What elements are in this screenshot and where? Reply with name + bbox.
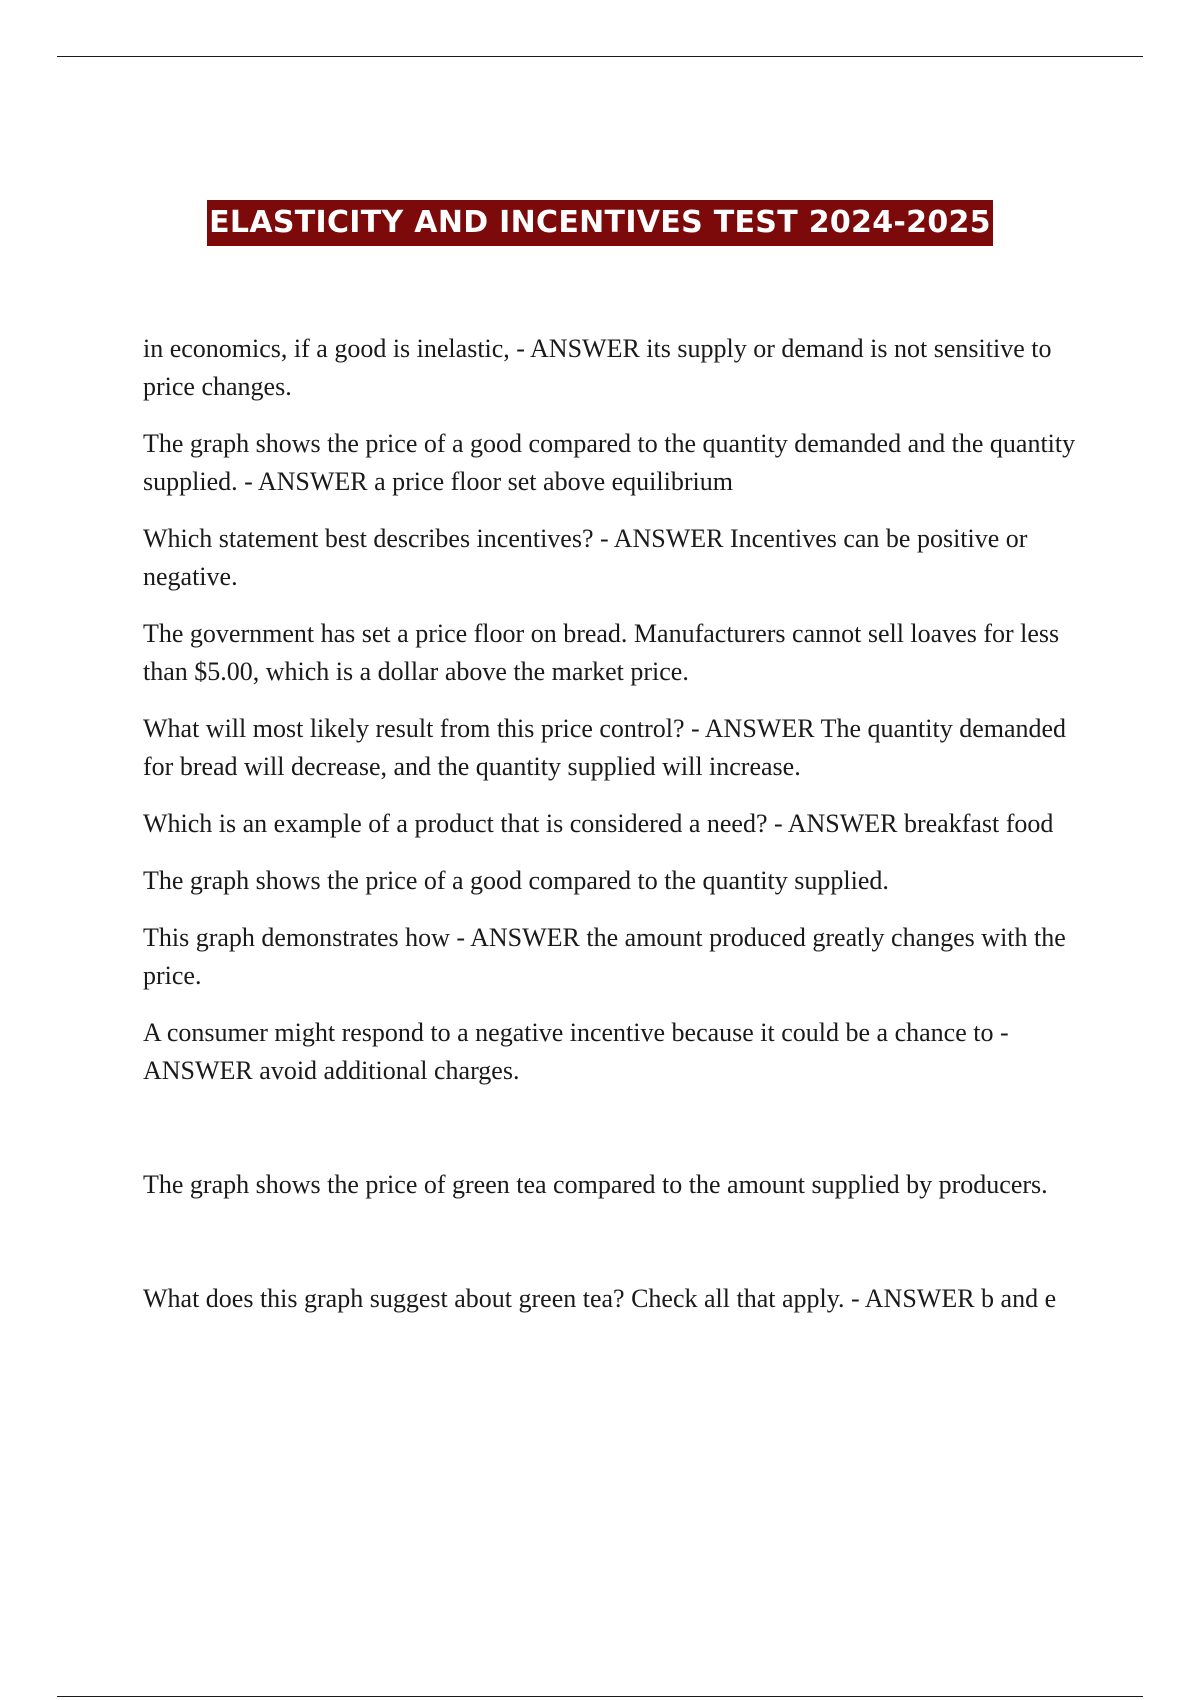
- paragraph: Which statement best describes incentives? - ANSWER Incentives can be positive or negative.: [143, 524, 1028, 591]
- paragraph: This graph demonstrates how - ANSWER the amount produced greatly changes with the price.: [143, 923, 1066, 990]
- paragraph: What will most likely result from this price control? - ANSWER The quantity demanded for bread will decrease, and the quantity supplied will increase.: [143, 714, 1067, 781]
- title-container: [0, 200, 1200, 246]
- document-title: ELASTICITY AND INCENTIVES TEST 2024-2025: [207, 200, 993, 246]
- paragraph: The government has set a price floor on bread. Manufacturers cannot sell loaves for less than $5.00, which is a dollar above the market price.: [143, 619, 1060, 686]
- paragraph: The graph shows the price of green tea compared to the amount supplied by producers.: [143, 1170, 1048, 1199]
- paragraph: Which is an example of a product that is considered a need? - ANSWER breakfast food: [143, 809, 1054, 838]
- top-rule: [57, 56, 1143, 57]
- paragraph: The graph shows the price of a good compared to the quantity demanded and the quantity supplied. - ANSWER a price floor set above equilibrium: [143, 429, 1076, 496]
- bottom-rule: [57, 1696, 1143, 1697]
- paragraph: in economics, if a good is inelastic, - ANSWER its supply or demand is not sensitive to price changes.: [143, 334, 1052, 401]
- paragraph: The graph shows the price of a good compared to the quantity supplied.: [143, 866, 889, 895]
- paragraph: A consumer might respond to a negative incentive because it could be a chance to - ANSWER avoid additional charges.: [143, 1018, 1009, 1085]
- document-body: [143, 330, 1095, 1337]
- paragraph: What does this graph suggest about green tea? Check all that apply. - ANSWER b and e: [143, 1284, 1057, 1313]
